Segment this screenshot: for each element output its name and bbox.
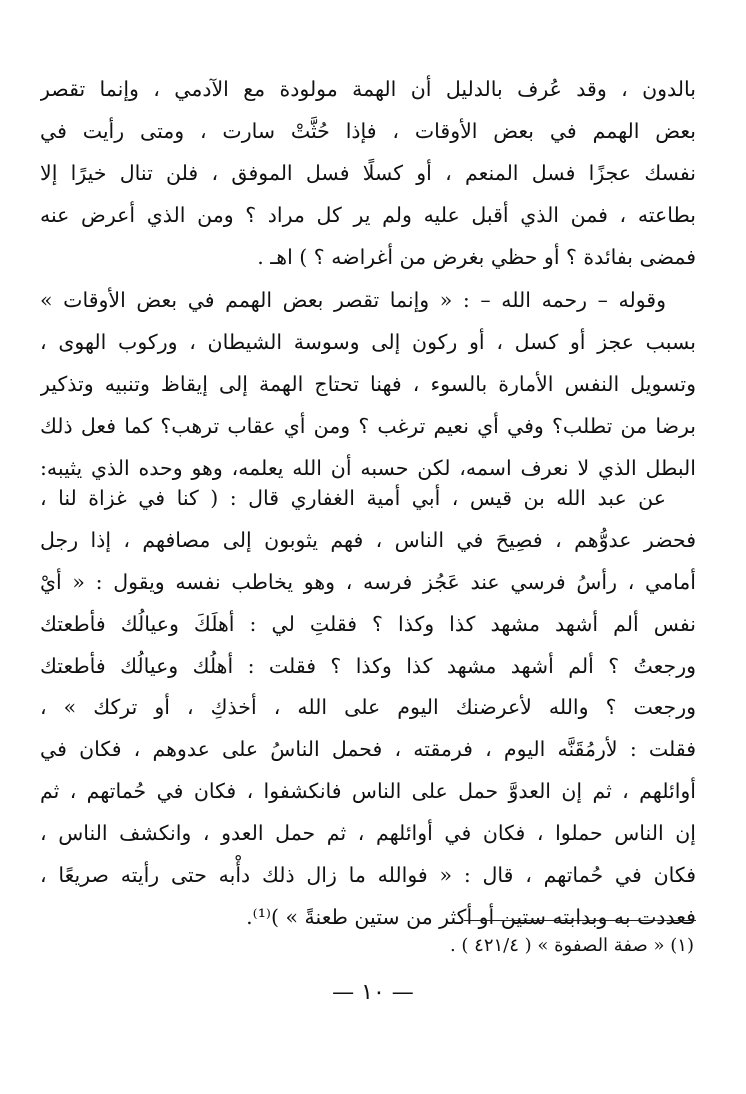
text-line: فحضر عدوُّهم ، فصِيحَ في الناس ، فهم يثوبون إلى مصافهم ، إذا رجل [40, 527, 696, 552]
footnote: (١) « صفة الصفوة » ( ٤٢١/٤ ) . [449, 935, 694, 956]
paragraph-2 [40, 280, 696, 489]
paragraph-3 [40, 478, 696, 939]
text-line: بسبب عجز أو كسل ، أو ركون إلى وسوسة الشيطان ، وركوب الهوى ، [40, 329, 696, 354]
text-line: ورجعت ؟ والله لأعرضنك اليوم على الله ، أخذكِ ، أو تركك » ، [40, 695, 696, 720]
footnote-divider [464, 920, 696, 921]
text-line: فمضى بفائدة ؟ أو حظي بغرض من أغراضه ؟ ) اهـ . [257, 244, 696, 269]
text-line: وقوله – رحمه الله – : « وإنما تقصر بعض الهمم في بعض الأوقات » [40, 288, 666, 312]
text-line: فكان في حُماتهم ، قال : « فوالله ما زال ذلك دأْبه حتى رأيته صريعًا ، [40, 863, 696, 888]
text-line: أمامي ، رأسُ فرسي عند عَجُز فرسه ، وهو يخاطب نفسه ويقول : « أيْ [40, 569, 696, 594]
text-line: بعض الهمم في بعض الأوقات ، فإذا حُثَّتْ سارت ، ومتى رأيت في [40, 118, 696, 143]
text-line: نفسك عجزًا فسل المنعم ، أو كسلًا فسل الموفق ، فلن تنال خيرًا إلا [40, 160, 696, 185]
text-line: بالدون ، وقد عُرف بالدليل أن الهمة مولودة مع الآدمي ، وإنما تقصر [40, 77, 696, 101]
paragraph-1 [40, 69, 696, 278]
text-line: فعددت به وبدابته ستين أو أكثر من ستين طعنةً » )⁽¹⁾. [246, 904, 696, 929]
text-line: برضا من تطلب؟ وفي أي نعيم ترغب ؟ ومن أي عقاب ترهب؟ كما فعل ذلك [40, 413, 696, 438]
text-line: ورجعتُ ؟ ألم أشهد مشهد كذا وكذا ؟ فقلت : أهلُك وعيالُك فأطعتك [40, 653, 696, 678]
text-line: فقلت : لأرمُقَنَّه اليوم ، فرمقته ، فحمل الناسُ على عدوهم ، فكان في [40, 737, 696, 762]
page-number: — ١٠ — [332, 980, 414, 1005]
text-line: عن عبد الله بن قيس ، أبي أمية الغفاري قال : ( كنا في غزاة لنا ، [40, 486, 666, 510]
text-line: وتسويل النفس الأمارة بالسوء ، فهنا تحتاج الهمة إلى إيقاظ وتنبيه وتذكير [40, 371, 696, 396]
text-line: البطل الذي لا نعرف اسمه، لكن حسبه أن الله يعلمه، وهو وحده الذي يثيبه: [40, 455, 696, 480]
text-line: بطاعته ، فمن الذي أقبل عليه ولم ير كل مراد ؟ ومن الذي أعرض عنه [40, 202, 696, 227]
text-line: إن الناس حملوا ، فكان في أوائلهم ، ثم حمل العدو ، وانكشف الناس ، [40, 821, 696, 846]
text-line: أوائلهم ، ثم إن العدوَّ حمل على الناس فانكشفوا ، فكان في حُماتهم ، ثم [40, 779, 696, 804]
text-line: نفس ألم أشهد مشهد كذا وكذا ؟ فقلتِ لي : أهلَكَ وعيالُك فأطعتك [40, 611, 696, 636]
